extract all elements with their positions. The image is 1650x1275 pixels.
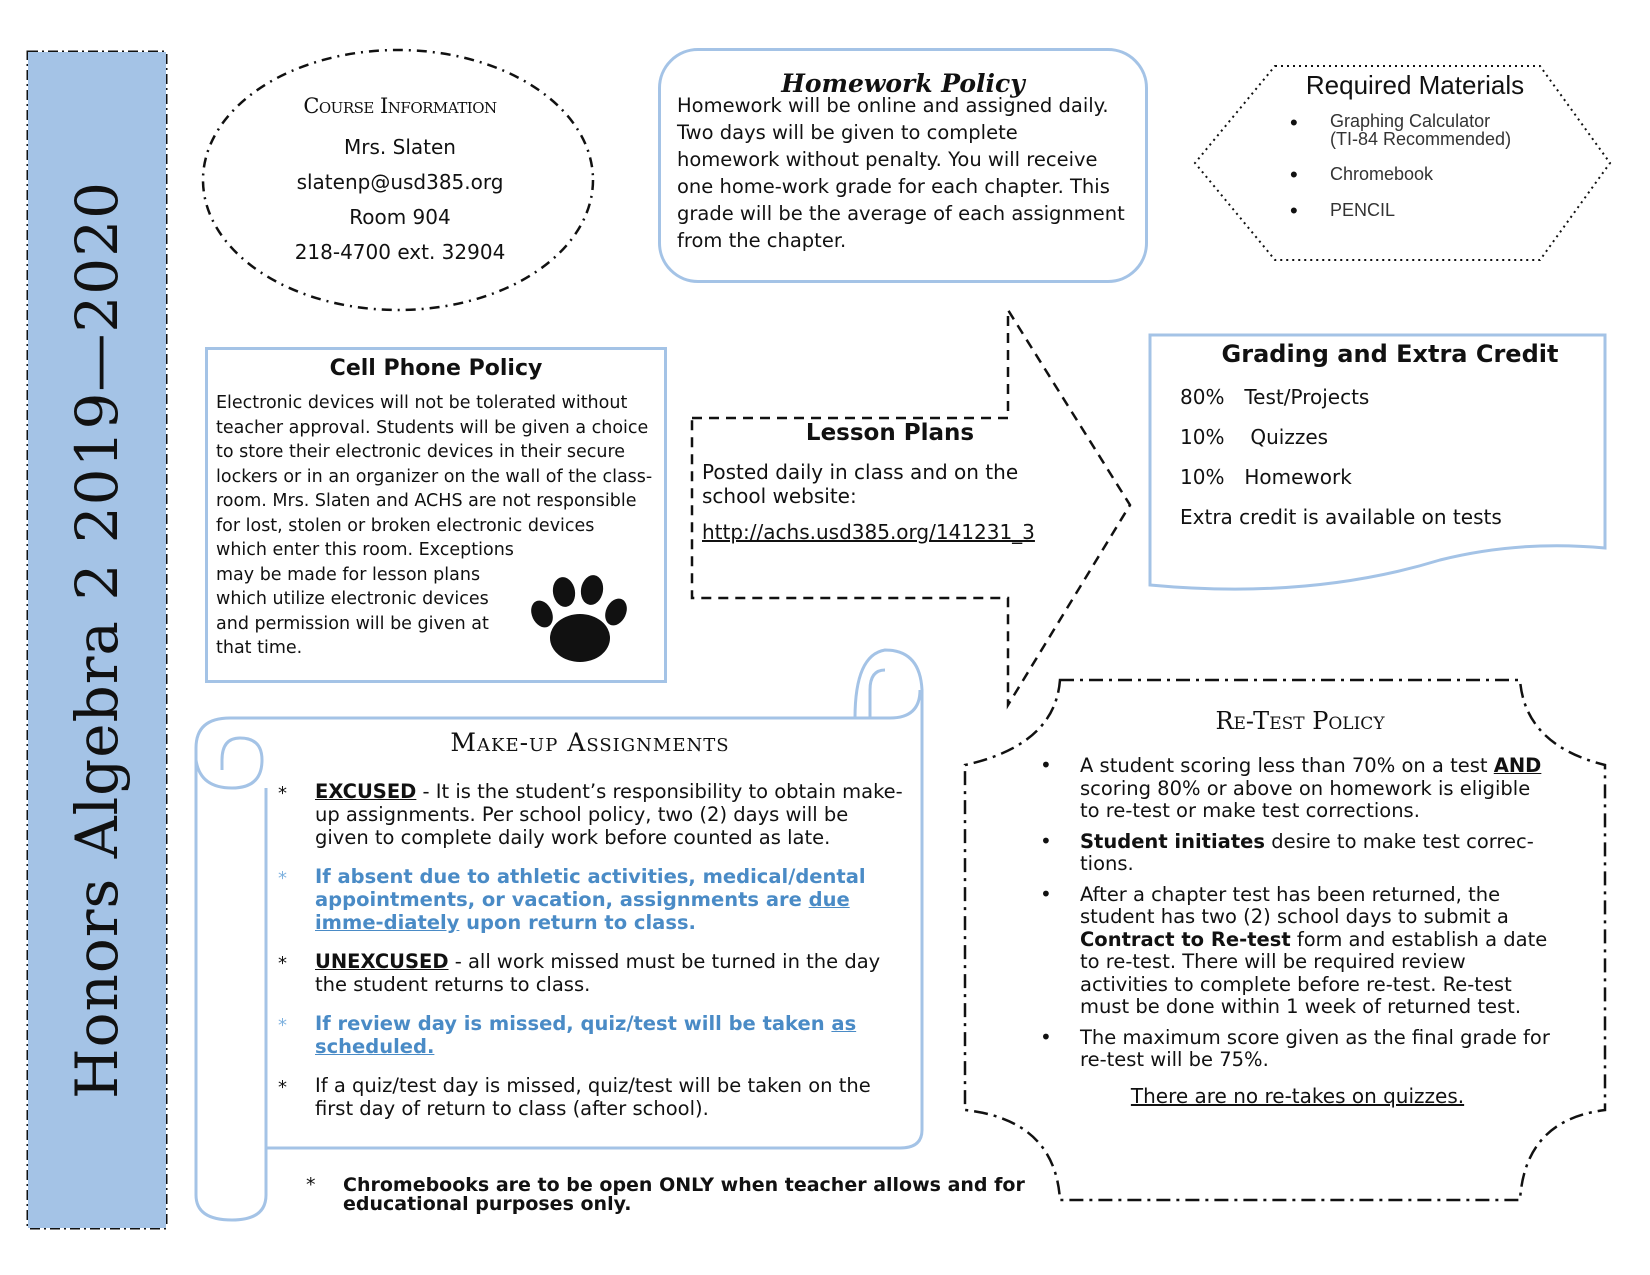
extra-credit-note: Extra credit is available on tests [1180, 505, 1502, 529]
lesson-plans-link[interactable]: http://achs.usd385.org/141231_3 [702, 520, 1035, 544]
required-materials-title: Required Materials [1305, 70, 1525, 100]
paw-toe [528, 597, 557, 631]
asterisk-icon: * [278, 1015, 287, 1036]
teacher-name: Mrs. Slaten [344, 135, 456, 159]
lesson-plans-title: Lesson Plans [805, 420, 975, 446]
homework-policy-text: Homework will be online and assigned daily. Two days will be given to complete homework without penalty. You will receive one home-work grade for each chapter. This grade will be the average of each assignment from the chapter. [677, 94, 1125, 252]
makeup-item-unexcused: * UNEXCUSED - all work missed must be turned in the day the student returns to class. [278, 950, 881, 996]
retest-item-contract: • After a chapter test has been returned, the student has two (2) school days to submit a Contract to Re-test form and establish a date to re-test. There will be required review activities to complete before re-test. Re-test must be done within 1 week of returned test. [1040, 881, 1548, 1018]
makeup-item-review-day: * If review day is missed, quiz/test will be taken as scheduled. [278, 1012, 857, 1058]
bullet-icon: • [1040, 753, 1052, 777]
course-banner-title: Honors Algebra 2 2019—2020 [63, 180, 131, 1100]
grade-row-quizzes: 10% Quizzes [1180, 425, 1329, 449]
chromebook-note-text: Chromebooks are to be open ONLY when teacher allows and for educational purposes only. [343, 1174, 1025, 1215]
asterisk-icon: * [278, 783, 287, 804]
retest-policy-title: Re-Test Policy [1215, 707, 1385, 735]
bullet-icon: • [1290, 110, 1298, 135]
paw-toe [579, 573, 606, 606]
homework-policy-title: Homework Policy [781, 69, 1025, 98]
makeup-scroll-curl-left [196, 738, 262, 788]
bullet-icon: • [1040, 828, 1052, 853]
grading-list [1180, 385, 1502, 529]
makeup-assignments-title: Make-up Assignments [450, 728, 730, 757]
course-information-panel [205, 60, 595, 310]
grade-row-homework: 10% Homework [1180, 465, 1352, 489]
makeup-assignments-list [278, 780, 908, 1136]
bullet-icon: • [1290, 162, 1298, 187]
paw-toe [601, 595, 628, 629]
material-item-pencil: • PENCIL [1290, 198, 1396, 223]
retest-policy-list [1040, 755, 1555, 1080]
cell-phone-policy-text-continued: which enter this room. Exceptions may be made for lesson plans which utilize electronic devices and permission will be given at that time. [216, 540, 514, 658]
paw-toe [551, 575, 578, 608]
homework-policy-panel [658, 48, 1148, 283]
asterisk-icon: * [278, 868, 287, 889]
lesson-plans-text: Posted daily in class and on the school website: [702, 460, 1019, 508]
room-number: Room 904 [349, 205, 451, 229]
chromebook-note [306, 1176, 1026, 1214]
retest-item-max-score: • The maximum score given as the final grade for re-test will be 75%. [1040, 1024, 1550, 1071]
cell-phone-policy-title: Cell Phone Policy [329, 356, 543, 381]
paw-print-icon [528, 570, 628, 670]
material-item-chromebook: • Chromebook [1290, 162, 1434, 187]
retest-footer-note: There are no re-takes on quizzes. [1130, 1084, 1465, 1108]
side-banner [28, 52, 166, 1228]
asterisk-icon: * [278, 953, 287, 974]
asterisk-icon: * [278, 1077, 287, 1098]
retest-item-eligibility: • A student scoring less than 70% on a test AND scoring 80% or above on homework is eligible to re-test or make test corrections. [1040, 753, 1542, 822]
grade-row-tests: 80% Test/Projects [1180, 385, 1370, 409]
phone-number: 218-4700 ext. 32904 [294, 240, 506, 264]
paw-pad [550, 614, 610, 662]
makeup-item-quiz-day: * If a quiz/test day is missed, quiz/test will be taken on the first day of return to class (after school). [278, 1074, 871, 1120]
cell-phone-policy-text: Electronic devices will not be tolerated without teacher approval. Students will be given a choice to store their electronic devices in their secure lockers or in an organizer on the wall of the class-room. Mrs. Slaten and ACHS are not responsible for lost, stolen or broken electronic devices [216, 393, 653, 536]
makeup-scroll-curl-right [855, 670, 920, 718]
teacher-email: slatenp@usd385.org [296, 170, 504, 194]
material-item-calculator: • Graphing Calculator (TI-84 Recommended) [1290, 110, 1512, 149]
required-materials-list [1290, 112, 1511, 221]
asterisk-icon: * [306, 1174, 316, 1196]
course-information-title: Course Information [303, 94, 497, 118]
makeup-item-absent: * If absent due to athletic activities, medical/dental appointments, or vacation, assignments are due imme-diately upon return to class. [278, 865, 866, 934]
bullet-icon: • [1040, 1024, 1052, 1049]
makeup-item-excused: * EXCUSED - It is the student’s responsibility to obtain make-up assignments. Per school policy, two (2) days will be given to complete daily work before counted as late. [278, 780, 903, 849]
grading-title: Grading and Extra Credit [1221, 340, 1559, 368]
bullet-icon: • [1290, 198, 1298, 223]
cell-phone-policy-panel [205, 347, 667, 683]
retest-item-initiative: • Student initiates desire to make test correc-tions. [1040, 828, 1534, 875]
bullet-icon: • [1040, 881, 1052, 906]
